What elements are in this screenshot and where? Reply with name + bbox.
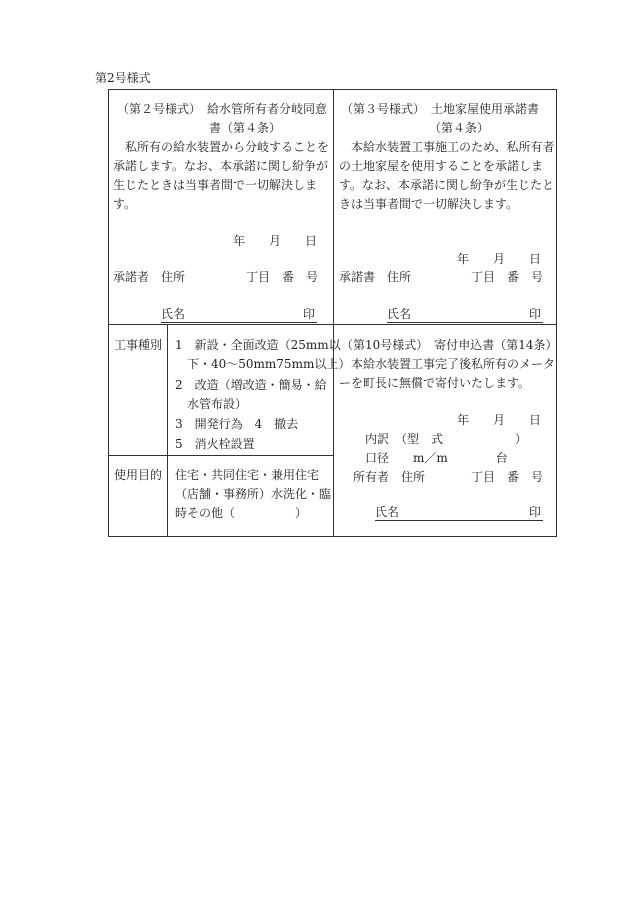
work-type-item: 5 消火栓設置: [175, 437, 255, 451]
divider: [109, 324, 556, 325]
form3-heading-cont: （第４条）: [429, 121, 490, 135]
work-type-item: 1 新設・全面改造（25mm以: [175, 338, 341, 352]
purpose-label: 使用目的: [114, 468, 163, 482]
form3-body-line: の土地家屋を使用することを承諾しま: [339, 159, 544, 173]
form3-date: 年 月 日: [457, 252, 542, 266]
form2-body-line: 承諾します。なお、本承諾に関し紛争が: [113, 159, 329, 173]
form10-detail-diameter: 口径 m／m 台: [365, 451, 508, 465]
form3-body-line: す。なお、本承諾に関し紛争が生じたと: [339, 178, 555, 192]
form10-name-underline: [375, 520, 543, 521]
work-type-item: 2 改造（増改造・簡易・給: [175, 378, 327, 392]
form2-date: 年 月 日: [233, 234, 318, 248]
form10-date: 年 月 日: [457, 413, 542, 427]
form2-heading: （第２号様式） 給水管所有者分岐同意: [117, 102, 328, 116]
form3-name-label: 氏名: [387, 307, 412, 321]
form10-seal: 印: [529, 505, 542, 519]
divider: [333, 90, 334, 536]
form3-body-line: 本給水装置工事施工のため、私所有者: [339, 140, 555, 154]
form2-approver-address: 承諾者 住所: [113, 270, 186, 284]
form2-name-label: 氏名: [161, 307, 186, 321]
divider: [167, 324, 168, 536]
form3-body-line: きは当事者間で一切解決します。: [339, 197, 519, 211]
form2-seal: 印: [303, 307, 316, 321]
form2-body-line: 生じたときは当事者間で一切解決しま: [113, 178, 318, 192]
form10-body-line: ーを町長に無償で寄付いたします。: [339, 376, 531, 390]
form3-address-suffix: 丁目 番 号: [471, 270, 544, 284]
form10-detail-model: 内訳 （型 式 ）: [365, 432, 528, 446]
form2-heading-cont: 書（第４条）: [209, 121, 282, 135]
form10-owner-address: 所有者 住所: [353, 470, 426, 484]
form2-body-line: す。: [113, 197, 137, 211]
form3-heading: （第３号様式） 土地家屋使用承諾書: [341, 102, 540, 116]
form3-approver-address: 承諾書 住所: [339, 270, 412, 284]
purpose-line: （店舗・事務所）水洗化・臨: [175, 487, 332, 501]
work-type-item: 3 開発行為 4 撤去: [175, 417, 299, 431]
form-label: 第2号様式: [95, 71, 151, 85]
work-type-item: 水管布設）: [175, 397, 248, 411]
form10-body-line: 本給水装置工事完了後私所有のメータ: [339, 357, 556, 371]
work-type-label: 工事種別: [114, 338, 163, 352]
form10-heading: （第10号様式） 寄付申込書（第14条）: [341, 338, 558, 352]
form3-name-underline: [387, 322, 543, 323]
form-table: [108, 89, 557, 537]
purpose-line: 住宅・共同住宅・兼用住宅: [175, 468, 320, 482]
form3-seal: 印: [529, 307, 542, 321]
form2-body-line: 私所有の給水装置から分岐することを: [113, 140, 330, 154]
work-type-item: 下・40～50mm75mm以上）: [175, 357, 351, 371]
divider: [109, 455, 333, 456]
form2-address-suffix: 丁目 番 号: [246, 270, 319, 284]
form10-address-suffix: 丁目 番 号: [471, 470, 544, 484]
form10-name-label: 氏名: [375, 505, 400, 519]
form2-name-underline: [161, 322, 317, 323]
purpose-line: 時その他（ ）: [175, 506, 308, 520]
